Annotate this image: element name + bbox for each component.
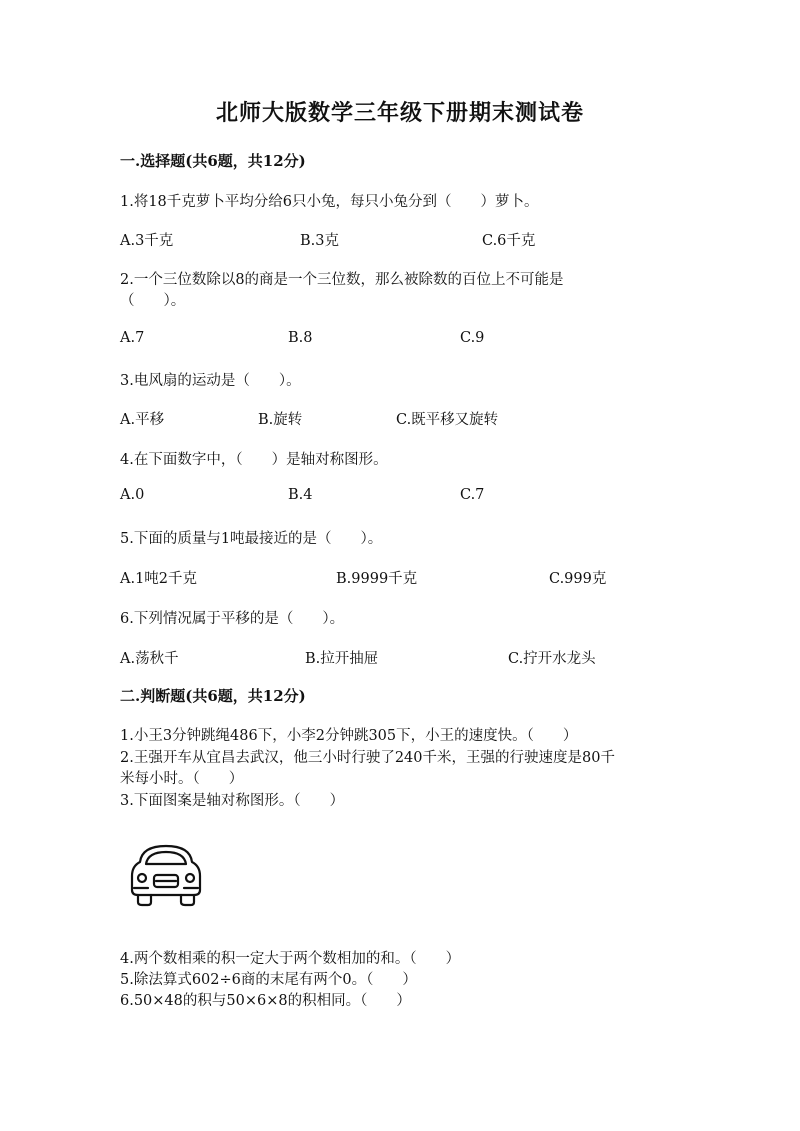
question-5: 5.下面的质量与1吨最接近的是（ ）。: [120, 531, 383, 547]
question-3: 3.电风扇的运动是（ ）。: [120, 373, 301, 389]
judgement-4: 4.两个数相乘的积一定大于两个数相加的和。（ ）: [120, 951, 461, 967]
judgement-2: 2.王强开车从宜昌去武汉，他三小时行驶了240千米，王强的行驶速度是80千: [120, 750, 615, 766]
option-c: C.999克: [549, 571, 607, 587]
question-2-cont: （ ）。: [120, 293, 186, 309]
option-a: A.荡秋千: [120, 651, 179, 667]
option-a: A.7: [120, 330, 145, 346]
question-6: 6.下列情况属于平移的是（ ）。: [120, 611, 345, 627]
judgement-3: 3.下面图案是轴对称图形。（ ）: [120, 793, 345, 809]
option-b: B.9999千克: [336, 571, 418, 587]
question-4: 4.在下面数字中，（ ）是轴对称图形。: [120, 452, 388, 468]
option-b: B.拉开抽屉: [305, 651, 379, 667]
option-b: B.旋转: [258, 412, 303, 428]
section-heading-judgement: 二.判断题(共6题，共12分): [120, 687, 306, 705]
option-c: C.6千克: [482, 233, 536, 249]
option-c: C.既平移又旋转: [396, 412, 499, 428]
option-a: A.平移: [120, 412, 165, 428]
question-1: 1.将18千克萝卜平均分给6只小兔，每只小兔分到（ ）萝卜。: [120, 194, 539, 210]
option-b: B.8: [288, 330, 313, 346]
option-c: C.9: [460, 330, 485, 346]
option-c: C.拧开水龙头: [508, 651, 596, 667]
question-2: 2.一个三位数除以8的商是一个三位数，那么被除数的百位上不可能是: [120, 272, 564, 288]
option-c: C.7: [460, 487, 485, 503]
page-title: 北师大版数学三年级下册期末测试卷: [215, 100, 584, 126]
option-a: A.3千克: [120, 233, 174, 249]
judgement-1: 1.小王3分钟跳绳486下，小李2分钟跳305下，小王的速度快。（ ）: [120, 728, 578, 744]
section-heading-choice: 一.选择题(共6题，共12分): [120, 152, 306, 170]
judgement-5: 5.除法算式602÷6商的末尾有两个0。（ ）: [120, 972, 417, 988]
judgement-2-cont: 米每小时。（ ）: [120, 771, 244, 787]
judgement-6: 6.50×48的积与50×6×8的积相同。（ ）: [120, 993, 411, 1009]
option-b: B.4: [288, 487, 313, 503]
option-a: A.1吨2千克: [120, 571, 198, 587]
option-a: A.0: [120, 487, 145, 503]
car-outline-icon: [128, 840, 204, 908]
option-b: B.3克: [300, 233, 339, 249]
